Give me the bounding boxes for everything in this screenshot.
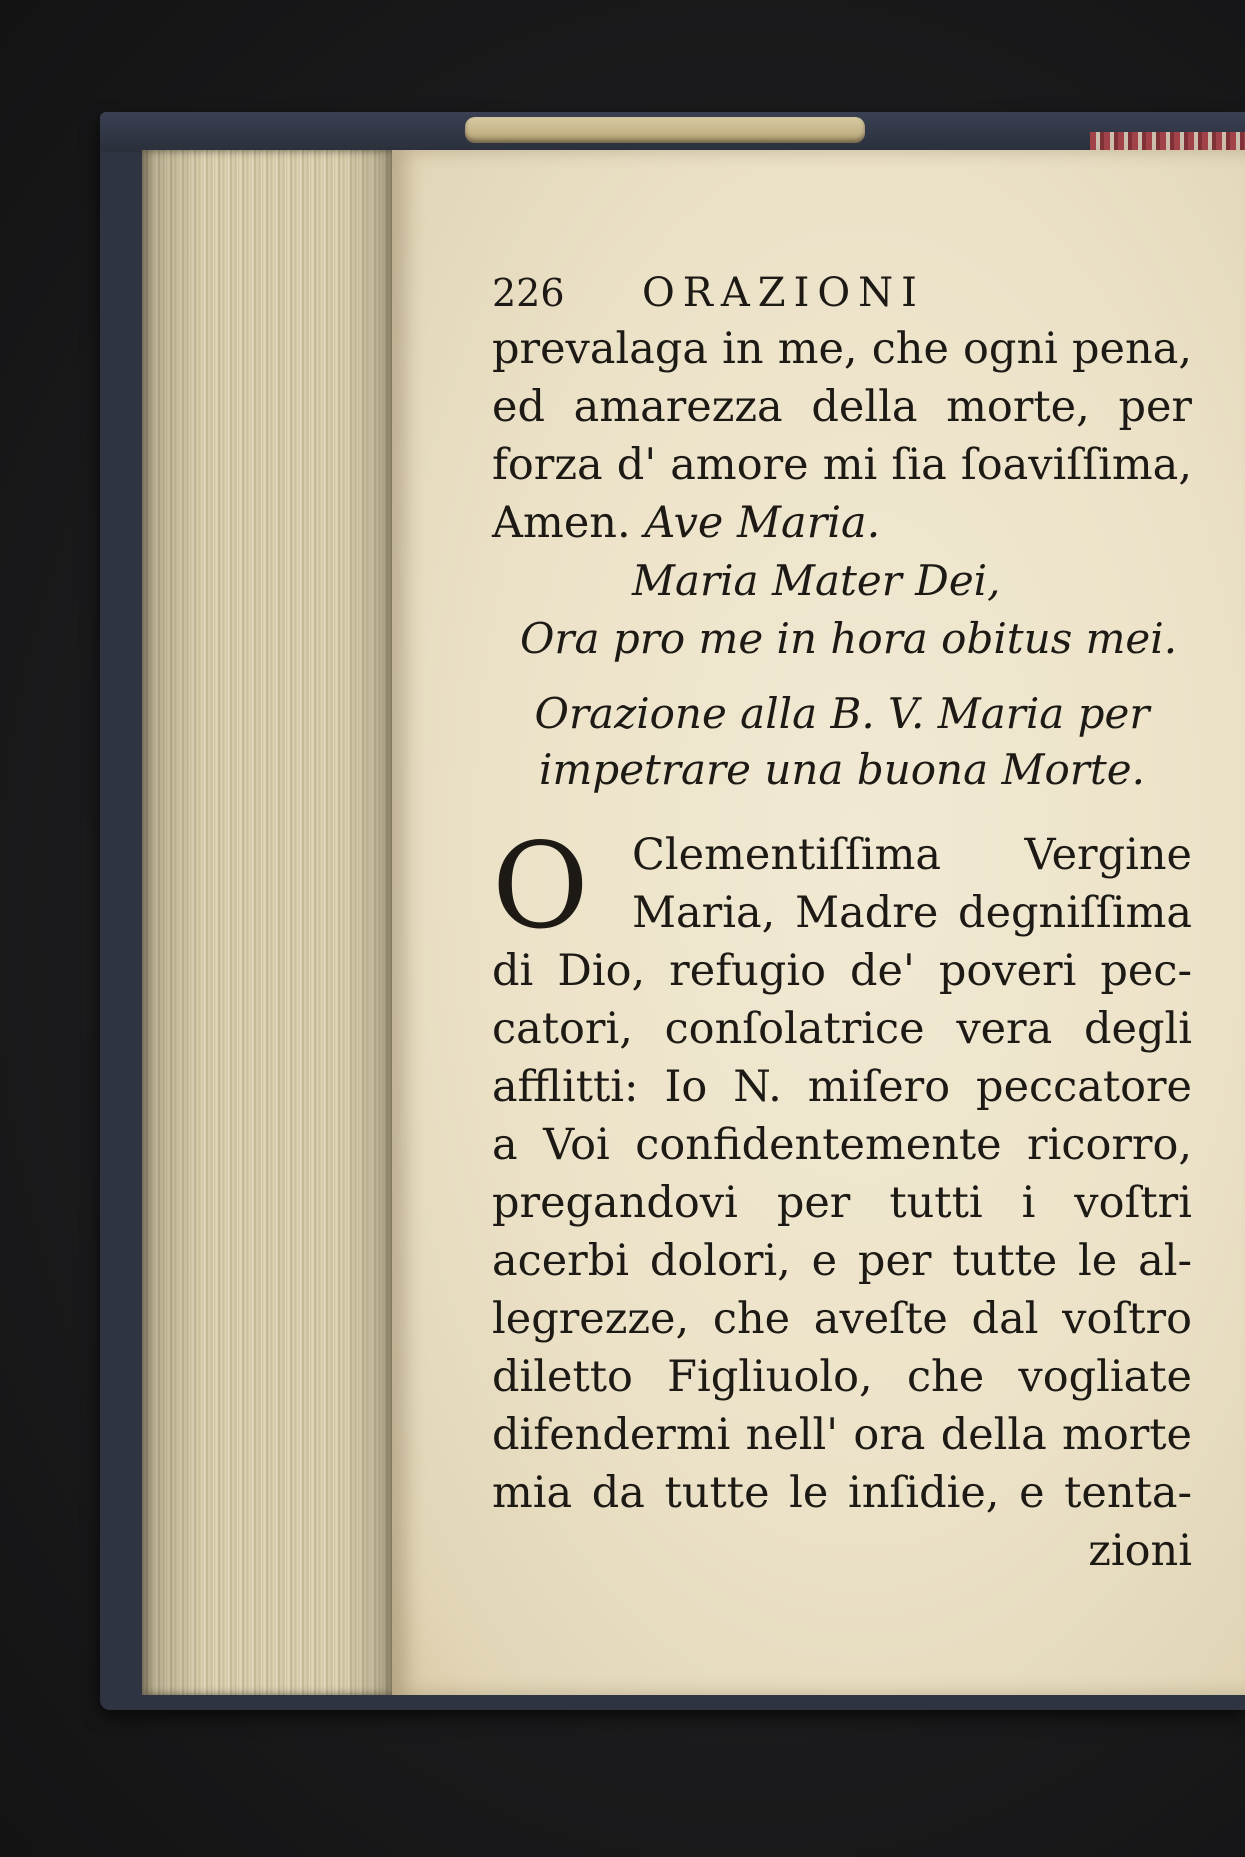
text-line: a Voi confidentemente ricorro, — [492, 1120, 1192, 1170]
verse-line: Ora pro me in hora obitus mei. — [520, 614, 1178, 663]
verse-line: Maria Mater Dei, — [632, 556, 1001, 605]
text-line: forza d' amore mi ſia ſoaviſſima, — [492, 440, 1192, 490]
text-line: Clementiſſima Vergine — [632, 830, 1192, 880]
text-line: diletto Figliuolo, che vogliate — [492, 1352, 1192, 1402]
text-line: legrezze, che aveſte dal voſtro — [492, 1294, 1192, 1344]
prayer-body — [492, 817, 1192, 1580]
ave-maria-text: Ave Maria. — [644, 498, 881, 548]
text-line: di Dio, refugio de' poveri pec- — [492, 946, 1192, 996]
page-edges — [142, 150, 392, 1695]
drop-cap: O — [492, 817, 589, 955]
section-title-line: impetrare una buona Morte. — [539, 745, 1145, 794]
section-title — [492, 686, 1192, 798]
text-line: catori, conſolatrice vera degli — [492, 1004, 1192, 1054]
amen-line — [492, 494, 1192, 552]
text-line: ed amarezza della morte, per — [492, 382, 1192, 432]
text-line: pregandovi per tutti i voſtri — [492, 1178, 1192, 1228]
amen-text: Amen. — [492, 498, 631, 548]
running-title: ORAZIONI — [642, 270, 925, 316]
text-line: acerbi dolori, e per tutte le al- — [492, 1236, 1192, 1286]
page-header — [492, 270, 1192, 320]
text-line: mia da tutte le inſidie, e tenta- — [492, 1468, 1192, 1518]
text-line: afflitti: Io N. miſero peccatore — [492, 1062, 1192, 1112]
section-title-line: Orazione alla B. V. Maria per — [534, 689, 1150, 738]
text-line: prevalaga in me, che ogni pena, — [492, 324, 1192, 374]
catchword: zioni — [1088, 1526, 1192, 1576]
page-number: 226 — [492, 271, 565, 315]
text-line: Maria, Madre degniſſima — [632, 888, 1192, 938]
text-line: difendermi nell' ora della morte — [492, 1410, 1192, 1460]
page-text — [492, 270, 1192, 1580]
spine-leather-strip — [465, 117, 865, 143]
